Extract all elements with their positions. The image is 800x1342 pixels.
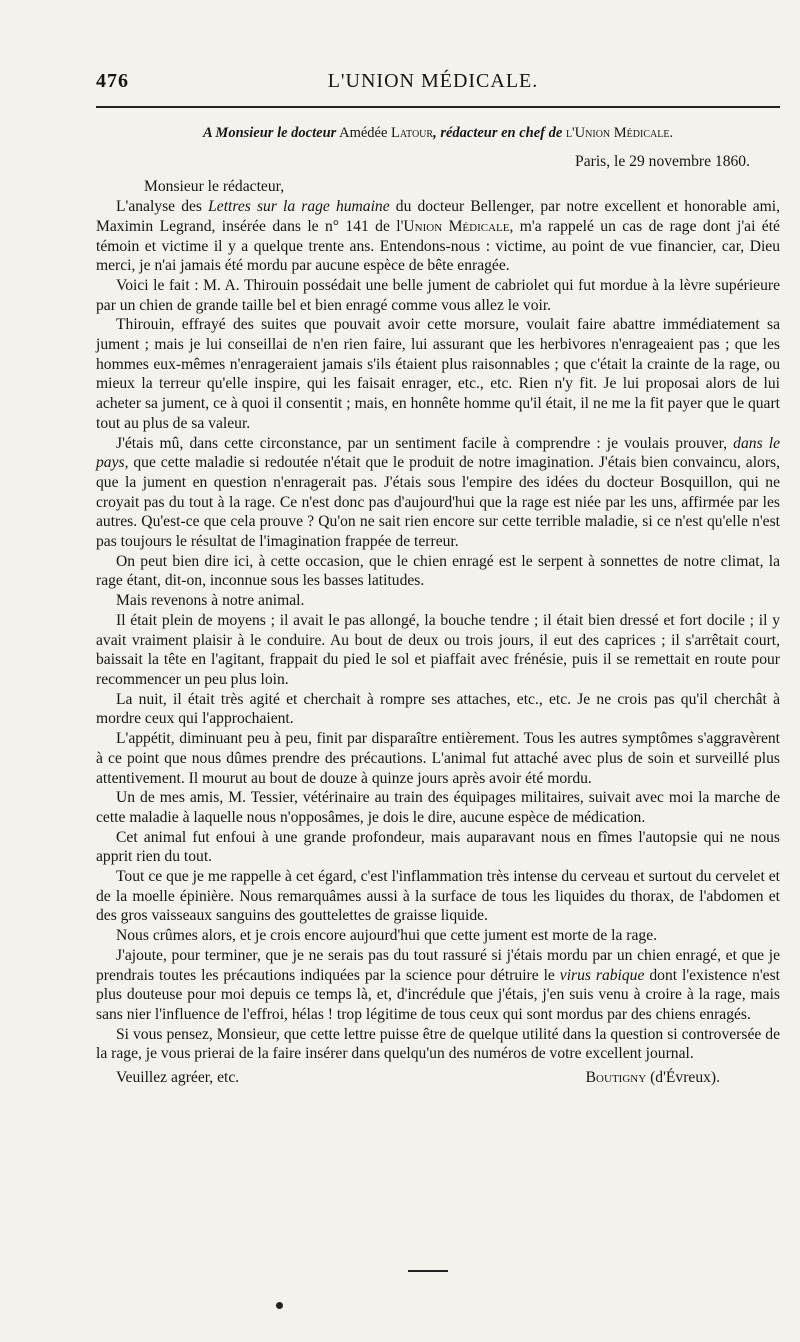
paragraph-8: La nuit, il était très agité et cherchait à rompre ses attaches, etc., etc. Je ne crois pas qu'il cherchât à mordre ceux qui l'approchaient. xyxy=(96,690,780,728)
p1-text-b: du docteur Bellenger, par notre excellent et honorable ami, Maximin Legrand, insérée dans le n° 141 de l' xyxy=(96,198,781,235)
signature-place: (d'Évreux). xyxy=(650,1069,720,1087)
paragraph-2: Voici le fait : M. A. Thirouin possédait une belle jument de cabriolet qui fut mordue à la lèvre supérieure par un chien de grande taille bel et bien enragé comme vous allez le voir. xyxy=(96,276,780,314)
paragraph-6: Mais revenons à notre animal. xyxy=(116,592,305,610)
header-rule xyxy=(96,106,780,108)
p4-text-a: J'étais mû, dans cette circonstance, par un sentiment facile à comprendre : je voulais prouver, xyxy=(116,434,728,452)
paragraph-3: Thirouin, effrayé des suites que pouvait avoir cette morsure, voulait faire abattre immédiatement sa jument ; mais je lui conseillai de n'en rien faire, lui assurant que les herbivores n'enrageaient pas ; que les hommes eux-mêmes n'enrageraient jamais s'ils étaient plus raisonnables ; que c'était la crainte de la rage, ou mieux la terreur qu'elle inspire, qui les faisait enrager, etc., etc. Rien n'y fit. Je lui proposai alors de lui acheter sa jument, ce à quoi il consentit ; mais, en honnête homme qu'il était, il ne me la fit payer que le quart tout au plus de sa valeur. xyxy=(96,316,780,432)
paragraph-9: L'appétit, diminuant peu à peu, finit par disparaître entièrement. Tous les autres symptômes s'aggravèrent à ce point que nous dûmes prendre des précautions. L'animal fut attaché avec plus de soin et surveillé plus attentivement. Il mourut au bout de douze à quinze jours après avoir été mordu. xyxy=(96,730,780,787)
letter-body xyxy=(96,124,780,1088)
signature-name: Boutigny xyxy=(585,1069,647,1087)
paragraph-14 xyxy=(96,946,780,1025)
end-rule xyxy=(408,1270,448,1272)
p1-journal: Union Médicale xyxy=(403,217,510,235)
address-surname: Latour xyxy=(391,125,434,141)
address-journal: l'Union Médicale xyxy=(565,125,670,141)
address-end: . xyxy=(669,125,674,141)
paragraph-11: Cet animal fut enfoui à une grande profondeur, mais auparavant nous en fîmes l'autopsie qui ne nous apprit rien du tout. xyxy=(96,828,780,866)
letter-address xyxy=(96,124,780,144)
p14-text-a: J'ajoute, pour terminer, que je ne serais pas du tout rassuré si j'étais mordu par un chien enragé, et que je prendrais toutes les précautions indiquées par la science pour détruire le xyxy=(96,946,780,984)
closing-text: Veuillez agréer, etc. xyxy=(116,1069,240,1087)
paragraph-13: Nous crûmes alors, et je crois encore aujourd'hui que cette jument est morte de la rage. xyxy=(116,927,658,945)
address-prefix: A Monsieur le docteur xyxy=(202,125,337,141)
dateline: Paris, le 29 novembre 1860. xyxy=(575,152,750,170)
ink-dot xyxy=(276,1302,283,1309)
running-title: L'UNION MÉDICALE. xyxy=(327,70,539,92)
p1-text-a: L'analyse des xyxy=(116,198,202,216)
paragraph-12: Tout ce que je me rappelle à cet égard, c'est l'inflammation très intense du cerveau et surtout du cervelet et de la moelle épinière. Nous remarquâmes aussi à la surface de tous les liquides du thorax, de l'abdomen et des gros vaisseaux sanguins des gouttelettes de graisse liquide. xyxy=(96,868,780,925)
paragraph-15: Si vous pensez, Monsieur, que cette lettre puisse être de quelque utilité dans la question si controversée de la rage, je vous prierai de la faire insérer dans quelqu'un des numéros de votre excellent journal. xyxy=(96,1025,780,1063)
paragraph-1 xyxy=(96,197,780,276)
p4-text-b: que cette maladie si redoutée n'était que le produit de notre imagination. J'étais bien convaincu, alors, que la jument en question n'enragerait pas. J'étais sous l'empire des idées du docteur Bosquillon, qui ne croyait pas du tout à la rage. Ce n'est donc pas d'aujourd'hui que la rage est niée par les uns, affirmée par les autres. Qu'est-ce que cela prouve ? Qu'on ne sait rien encore sur cette terrible maladie, si ce n'est qu'elle n'est pas toujours le résultat de l'imagination frappée de terreur. xyxy=(96,454,780,551)
p1-book-title: Lettres sur la rage humaine xyxy=(208,198,390,216)
salutation: Monsieur le rédacteur, xyxy=(144,178,285,196)
closing-line xyxy=(96,1068,780,1088)
page-number: 476 xyxy=(96,70,129,92)
signature xyxy=(586,1068,720,1088)
paragraph-5: On peut bien dire ici, à cette occasion, que le chien enragé est le serpent à sonnettes de notre climat, la rage étant, dit-on, inconnue sous les basses latitudes. xyxy=(96,552,780,590)
p14-emphasis: virus rabique xyxy=(559,966,645,984)
p14-text-b: dont l'existence n'est plus douteuse pour moi depuis ce temps là, et, d'incrédule que j'étais, j'en suis venu à croire à la rage, mais sans nier l'influence de l'effroi, hélas ! trop légitime de tous ceux qui sont mordus par des chiens enragés. xyxy=(96,966,780,1023)
paragraph-4 xyxy=(96,434,780,552)
address-mid: , rédacteur en chef de xyxy=(433,125,563,141)
address-name: Amédée xyxy=(339,125,388,141)
p4-emphasis: dans le pays, xyxy=(96,434,780,472)
paragraph-10: Un de mes amis, M. Tessier, vétérinaire au train des équipages militaires, suivait avec moi la marche de cette maladie à laquelle nous n'opposâmes, je dois le dire, aucune espèce de médication. xyxy=(96,789,780,826)
paragraph-7: Il était plein de moyens ; il avait le pas allongé, la bouche tendre ; il était bien dressé et fort docile ; il y avait vraiment plaisir à le conduire. Au bout de deux ou trois jours, il eut des caprices ; il s'arrêtait court, baissait la tête en l'agitant, frappait du pied le sol et piaffait avec frénésie, puis il se remettait en route pour recommencer un peu plus loin. xyxy=(96,611,780,688)
page-header xyxy=(96,70,770,100)
p1-text-c: , m'a rappelé un cas de rage dont j'ai été témoin et victime il y a quelque trente ans. Entendons-nous : victime, au point de vue financier, car, Dieu merci, je n'ai jamais été mordu par aucune espèce de bête enragée. xyxy=(96,217,780,275)
